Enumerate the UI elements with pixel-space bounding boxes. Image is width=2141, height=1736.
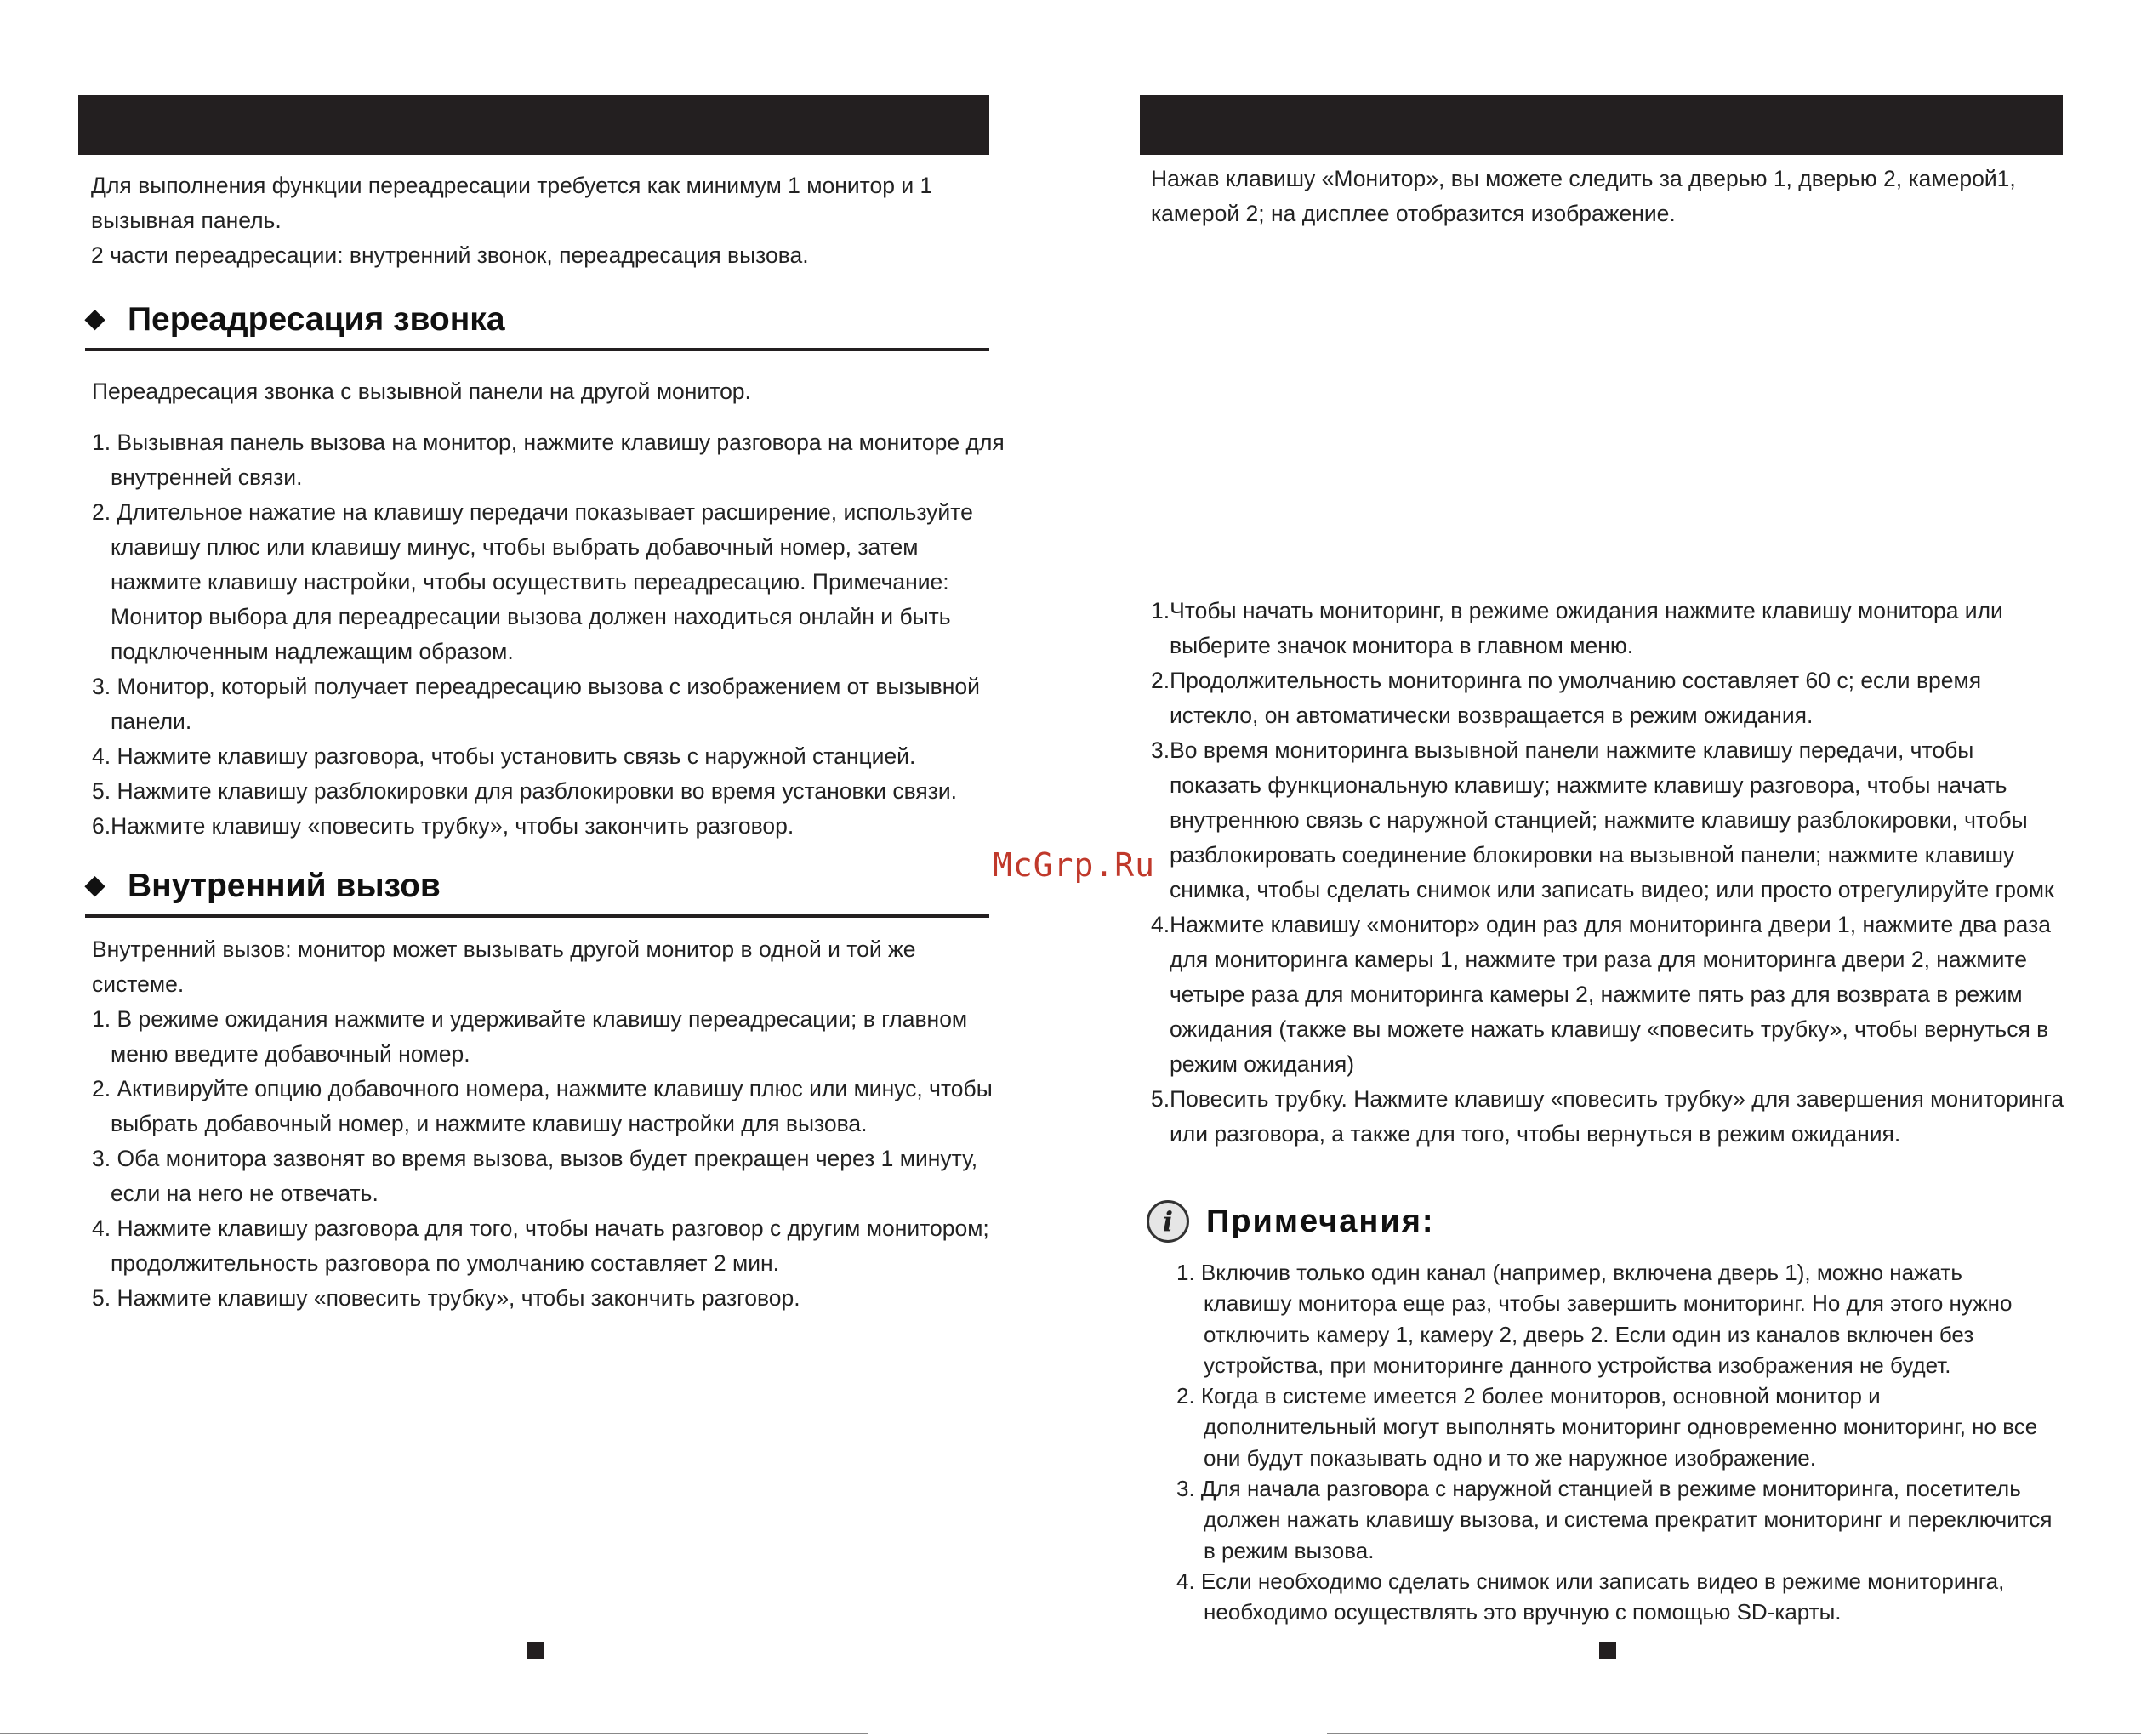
intro-line: вызывная панель. — [91, 208, 282, 233]
section-description: Внутренний вызов: монитор может вызывать другой монитор в одной и той же системе. — [92, 936, 916, 997]
list-item: 2. Когда в системе имеется 2 более мониторов, основной монитор и дополнительный могут выполнять мониторинг одновременно мониторинг, но все они будут показывать одно и то же наружное изображение. — [1176, 1383, 2038, 1471]
call-forwarding-steps — [92, 425, 1011, 844]
diamond-bullet-icon: ◆ — [85, 871, 105, 899]
section-title: Переадресация звонка — [128, 301, 505, 338]
monitoring-steps — [1151, 594, 2070, 1152]
intro-line: 2 части переадресации: внутренний звонок, переадресация вызова. — [91, 242, 809, 268]
list-item: 5.Повесить трубку. Нажмите клавишу «повесить трубку» для завершения мониторинга или разговора, а также для того, чтобы вернуться в режим ожидания. — [1151, 1086, 2064, 1147]
list-item: 4. Нажмите клавишу разговора для того, чтобы начать разговор с другим монитором; продолжительность разговора по умолчанию составляет 2 мин. — [92, 1215, 989, 1276]
list-item: 2. Длительное нажатие на клавишу передачи показывает расширение, используйте клавишу плюс или клавишу минус, чтобы выбрать добавочный номер, затем нажмите клавишу настройки, чтобы осуществить переадресацию. Примечание: Монитор выбора для переадресации вызова должен находиться онлайн и быть подключенным надлежащим образом. — [92, 499, 973, 664]
internal-call-steps — [92, 1002, 1011, 1316]
watermark-text: McGrp.Ru — [993, 846, 1156, 884]
list-item: 1. Включив только один канал (например, включена дверь 1), можно нажать клавишу монитора еще раз, чтобы завершить мониторинг. Но для этого нужно отключить камеру 1, камеру 2, дверь 2. Если один из каналов включен без устройства, при мониторинге данного устройства изображения не будет. — [1176, 1260, 2013, 1378]
right-bottom-rule — [1327, 1733, 2141, 1734]
info-icon: i — [1147, 1200, 1189, 1243]
list-item: 5. Нажмите клавишу разблокировки для разблокировки во время установки связи. — [92, 778, 958, 804]
notes-list — [1176, 1257, 2053, 1628]
left-page-header-bar — [78, 95, 989, 155]
list-item: 3.Во время мониторинга вызывной панели нажмите клавишу передачи, чтобы показать функциональную клавишу; нажмите клавишу разговора, чтобы начать внутреннюю связь с наружной станцией; нажмите клавишу разблокировки, чтобы разблокировать соединение блокировки на вызывной панели; нажмите клавишу снимка, чтобы сделать снимок или записать видео; или просто отрегулируйте громк — [1151, 737, 2054, 902]
list-item: 2.Продолжительность мониторинга по умолчанию составляет 60 с; если время истекло, он автоматически возвращается в режим ожидания. — [1151, 668, 1982, 728]
right-page-header-bar — [1140, 95, 2063, 155]
right-intro: Нажав клавишу «Монитор», вы можете следить за дверью 1, дверью 2, камерой1, камерой 2; на дисплее отобразится изображение. — [1151, 166, 2016, 226]
notes-heading — [1147, 1198, 1435, 1245]
list-item: 3. Оба монитора зазвонят во время вызова, вызов будет прекращен через 1 минуту, если на него не отвечать. — [92, 1146, 978, 1206]
right-page-marker — [1599, 1642, 1616, 1659]
notes-title: Примечания: — [1206, 1203, 1435, 1239]
list-item: 6.Нажмите клавишу «повесить трубку», чтобы закончить разговор. — [92, 813, 794, 839]
list-item: 5. Нажмите клавишу «повесить трубку», чтобы закончить разговор. — [92, 1285, 800, 1311]
list-item: 1. В режиме ожидания нажмите и удерживайте клавишу переадресации; в главном меню введите добавочный номер. — [92, 1006, 968, 1067]
left-bottom-rule — [0, 1733, 868, 1734]
list-item: 4. Нажмите клавишу разговора, чтобы установить связь с наружной станцией. — [92, 743, 916, 769]
monitoring-steps-block — [1151, 594, 2070, 1152]
diamond-bullet-icon: ◆ — [85, 305, 105, 333]
list-item: 2. Активируйте опцию добавочного номера, нажмите клавишу плюс или минус, чтобы выбрать добавочный номер, и нажмите клавишу настройки для вызова. — [92, 1076, 993, 1136]
section-heading-internal-call — [85, 866, 989, 918]
list-item: 1.Чтобы начать мониторинг, в режиме ожидания нажмите клавишу монитора или выберите значок монитора в главном меню. — [1151, 598, 2003, 658]
list-item: 4. Если необходимо сделать снимок или записать видео в режиме мониторинга, необходимо осуществлять это вручную с помощью SD-карты. — [1176, 1568, 2005, 1625]
section1-body — [92, 374, 1019, 844]
list-item: 4.Нажмите клавишу «монитор» один раз для мониторинга двери 1, нажмите два раза для мониторинга камеры 1, нажмите три раза для мониторинга двери 2, нажмите четыре раза для мониторинга камеры 2, нажмите пять раз для возврата в режим ожидания (также вы можете нажать клавишу «повесить трубку», чтобы вернуться в режим ожидания) — [1151, 912, 2051, 1077]
intro-line: Для выполнения функции переадресации требуется как минимум 1 монитор и 1 — [91, 173, 933, 198]
section-title: Внутренний вызов — [128, 868, 441, 904]
section2-body — [92, 932, 1019, 1316]
left-page-marker — [527, 1642, 544, 1659]
section-heading-call-forwarding — [85, 299, 989, 351]
list-item: 3. Монитор, который получает переадресацию вызова с изображением от вызывной панели. — [92, 674, 980, 734]
left-intro — [91, 168, 993, 273]
list-item: 1. Вызывная панель вызова на монитор, нажмите клавишу разговора на мониторе для внутренней связи. — [92, 430, 1005, 490]
section-description: Переадресация звонка с вызывной панели на другой монитор. — [92, 379, 751, 404]
list-item: 3. Для начала разговора с наружной станцией в режиме мониторинга, посетитель должен нажать клавишу вызова, и система прекратит мониторинг и переключится в режим вызова. — [1176, 1476, 2053, 1563]
